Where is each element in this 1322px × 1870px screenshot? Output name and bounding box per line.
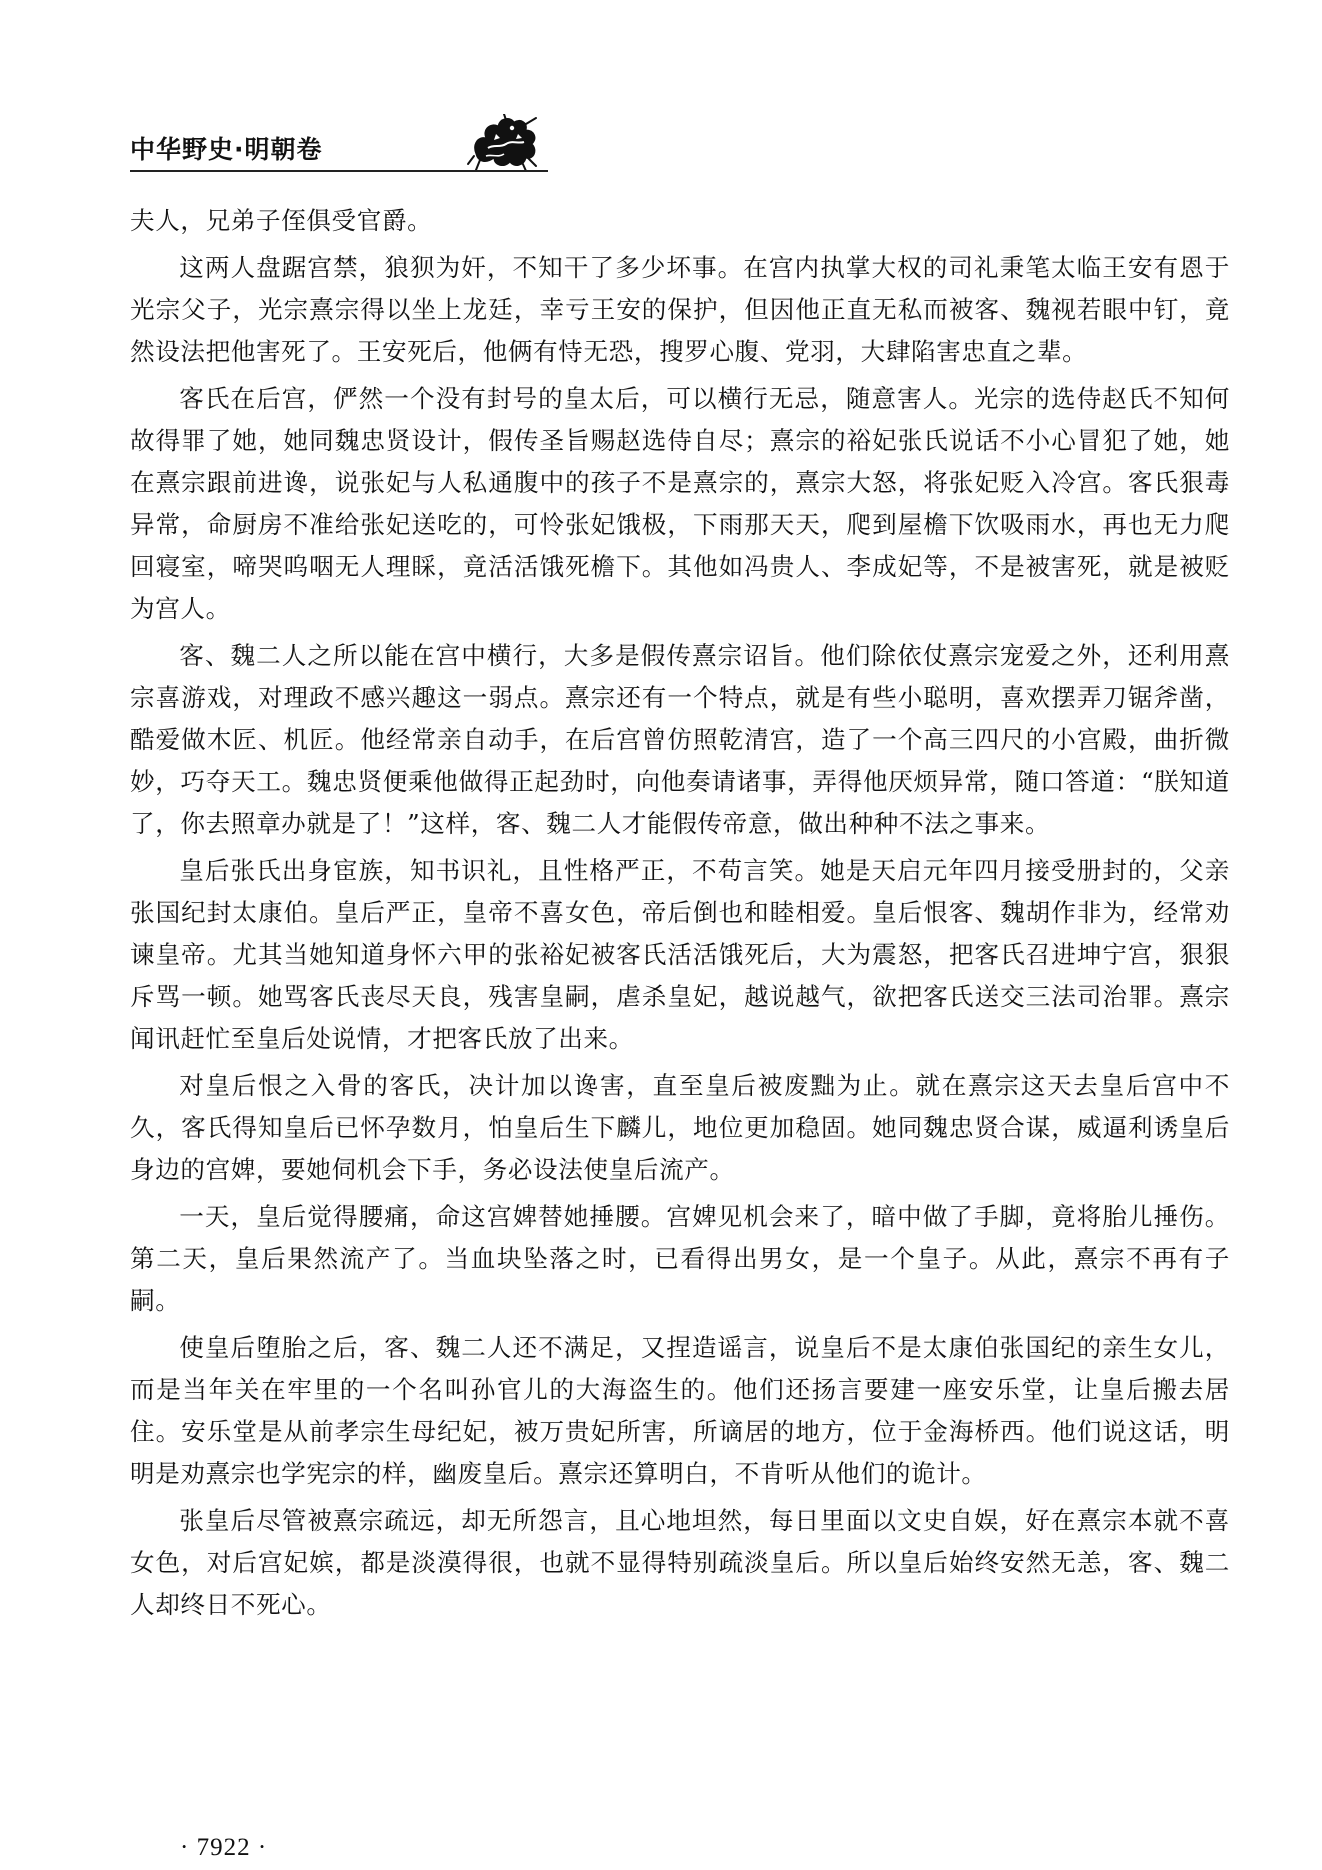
header-rule: [130, 170, 548, 172]
paragraph: 皇后张氏出身宦族，知书识礼，且性格严正，不苟言笑。她是天启元年四月接受册封的，父亲张国纪封太康伯。皇后严正，皇帝不喜女色，帝后倒也和睦相爱。皇后恨客、魏胡作非为，经常劝谏皇帝。尤其当她知道身怀六甲的张裕妃被客氏活活饿死后，大为震怒，把客氏召进坤宁宫，狠狠斥骂一顿。她骂客氏丧尽天良，残害皇嗣，虐杀皇妃，越说越气，欲把客氏送交三法司治罪。熹宗闻讯赶忙至皇后处说情，才把客氏放了出来。: [130, 856, 1230, 1053]
paragraph: 夫人，兄弟子侄俱受官爵。: [130, 206, 433, 235]
paragraph: 一天，皇后觉得腰痛，命这宫婢替她捶腰。宫婢见机会来了，暗中做了手脚，竟将胎儿捶伤。第二天，皇后果然流产了。当血块坠落之时，已看得出男女，是一个皇子。从此，熹宗不再有子嗣。: [130, 1202, 1230, 1315]
page-number: · 7922 ·: [180, 1834, 268, 1861]
paragraph: 客氏在后宫，俨然一个没有封号的皇太后，可以横行无忌，随意害人。光宗的选侍赵氏不知何故得罪了她，她同魏忠贤设计，假传圣旨赐赵选侍自尽；熹宗的裕妃张氏说话不小心冒犯了她，她在熹宗跟前进谗，说张妃与人私通腹中的孩子不是熹宗的，熹宗大怒，将张妃贬入冷宫。客氏狠毒异常，命厨房不准给张妃送吃的，可怜张妃饿极，下雨那天天，爬到屋檐下饮吸雨水，再也无力爬回寝室，啼哭呜咽无人理睬，竟活活饿死檐下。其他如冯贵人、李成妃等，不是被害死，就是被贬为宫人。: [130, 384, 1230, 623]
body-text: [130, 200, 1230, 1631]
running-header-title: 中华野史·明朝卷: [130, 135, 323, 164]
dragon-emblem-icon: [466, 114, 542, 172]
paragraph: 客、魏二人之所以能在宫中横行，大多是假传熹宗诏旨。他们除依仗熹宗宠爱之外，还利用熹宗喜游戏，对理政不感兴趣这一弱点。熹宗还有一个特点，就是有些小聪明，喜欢摆弄刀锯斧凿，酷爱做木匠、机匠。他经常亲自动手，在后宫曾仿照乾清宫，造了一个高三四尺的小宫殿，曲折微妙，巧夺天工。魏忠贤便乘他做得正起劲时，向他奏请诸事，弄得他厌烦异常，随口答道：“朕知道了，你去照章办就是了！”这样，客、魏二人才能假传帝意，做出种种不法之事来。: [130, 641, 1230, 838]
paragraph: 使皇后堕胎之后，客、魏二人还不满足，又捏造谣言，说皇后不是太康伯张国纪的亲生女儿，而是当年关在牢里的一个名叫孙官儿的大海盗生的。他们还扬言要建一座安乐堂，让皇后搬去居住。安乐堂是从前孝宗生母纪妃，被万贵妃所害，所谪居的地方，位于金海桥西。他们说这话，明明是劝熹宗也学宪宗的样，幽废皇后。熹宗还算明白，不肯听从他们的诡计。: [130, 1333, 1230, 1488]
paragraph: 对皇后恨之入骨的客氏，决计加以谗害，直至皇后被废黜为止。就在熹宗这天去皇后宫中不久，客氏得知皇后已怀孕数月，怕皇后生下麟儿，地位更加稳固。她同魏忠贤合谋，威逼利诱皇后身边的宫婢，要她伺机会下手，务必设法使皇后流产。: [130, 1071, 1230, 1184]
running-header: [130, 118, 550, 178]
paragraph: 张皇后尽管被熹宗疏远，却无所怨言，且心地坦然，每日里面以文史自娱，好在熹宗本就不喜女色，对后宫妃嫔，都是淡漠得很，也就不显得特别疏淡皇后。所以皇后始终安然无恙，客、魏二人却终日不死心。: [130, 1506, 1230, 1619]
paragraph: 这两人盘踞宫禁，狼狈为奸，不知干了多少坏事。在宫内执掌大权的司礼秉笔太临王安有恩于光宗父子，光宗熹宗得以坐上龙廷，幸亏王安的保护，但因他正直无私而被客、魏视若眼中钉，竟然设法把他害死了。王安死后，他俩有恃无恐，搜罗心腹、党羽，大肆陷害忠直之辈。: [130, 253, 1230, 366]
